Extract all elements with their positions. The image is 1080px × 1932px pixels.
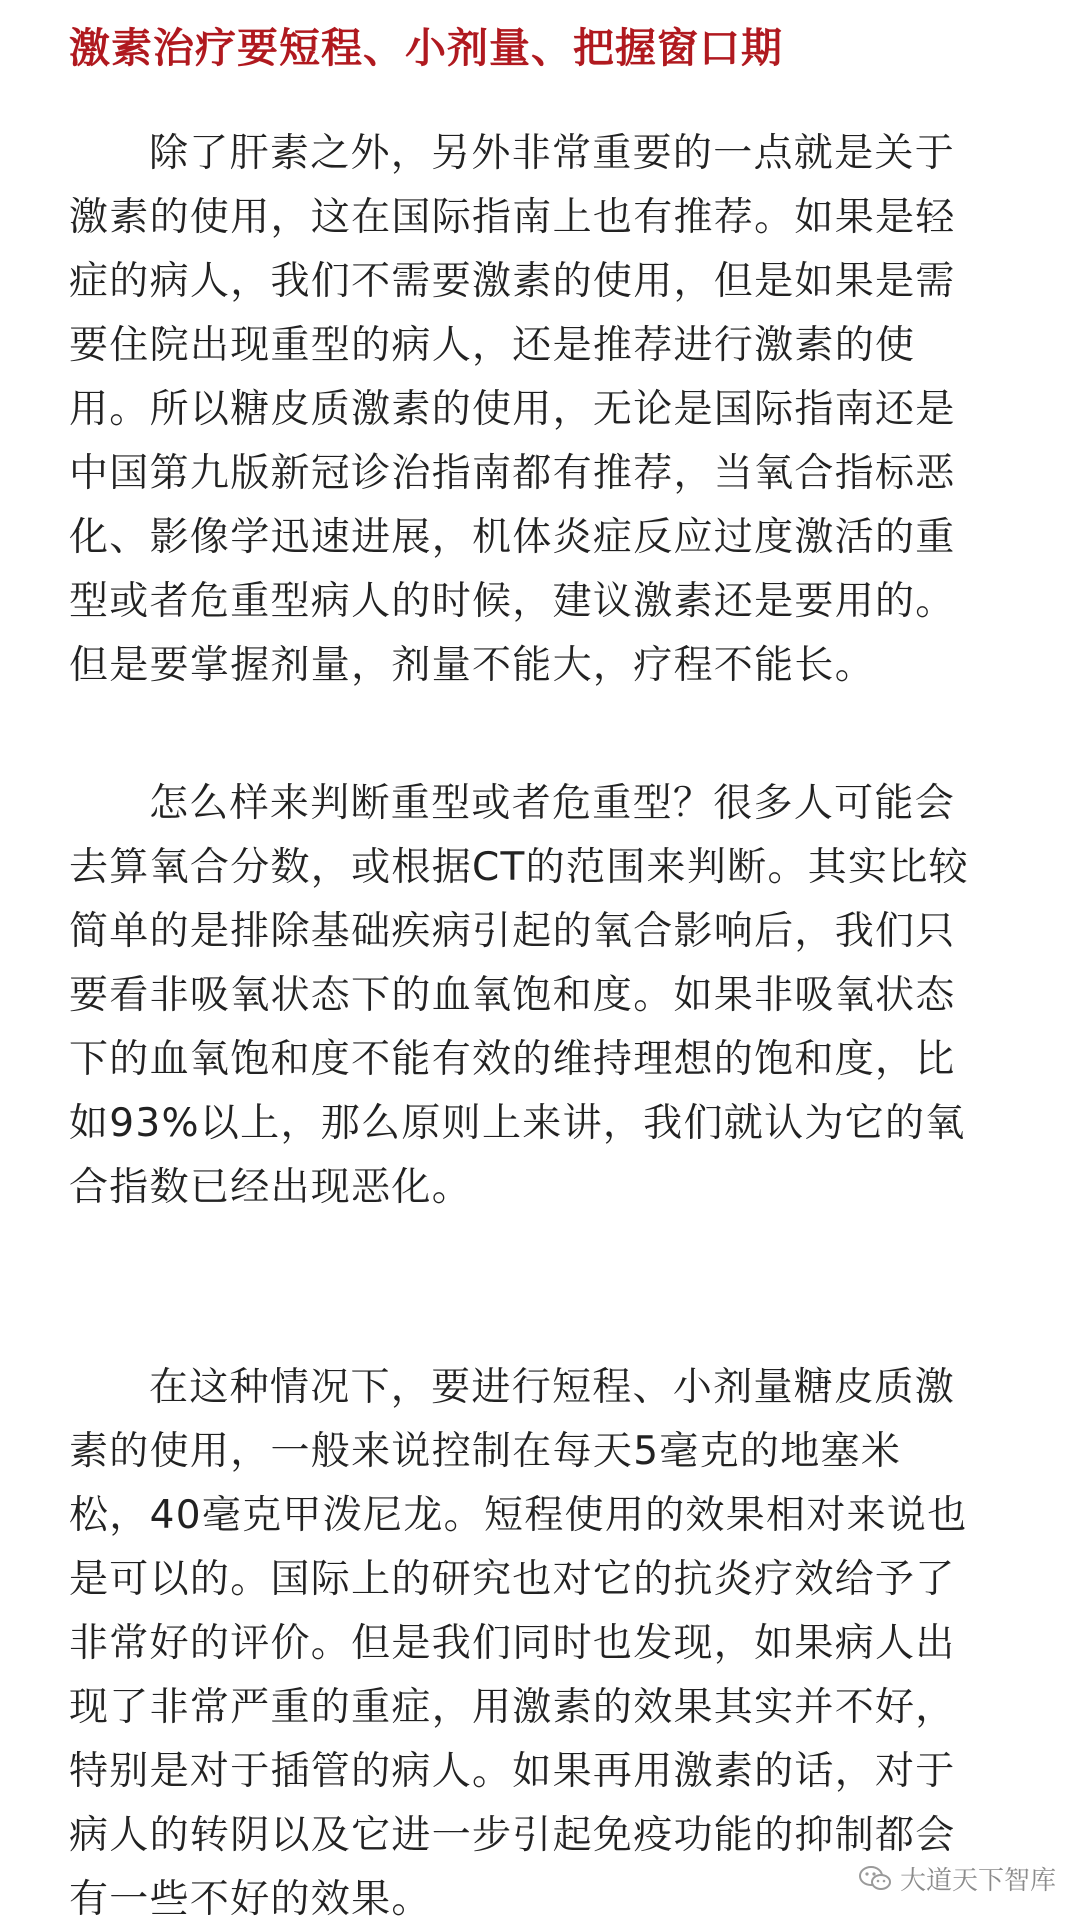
wechat-icon (858, 1864, 892, 1892)
text-line: 去算氧合分数，或根据CT的范围来判断。其实比较 (69, 845, 969, 890)
section-heading: 激素治疗要短程、小剂量、把握窗口期 (69, 24, 783, 72)
text-line: 特别是对于插管的病人。如果再用激素的话，对于 (69, 1749, 956, 1794)
text-line: 除了肝素之外，另外非常重要的一点就是关于 (149, 131, 956, 176)
text-line: 素的使用，一般来说控制在每天5毫克的地塞米 (69, 1429, 902, 1474)
text-line: 病人的转阴以及它进一步引起免疫功能的抑制都会 (69, 1813, 956, 1858)
text-line: 非常好的评价。但是我们同时也发现，如果病人出 (69, 1621, 956, 1666)
text-line: 在这种情况下，要进行短程、小剂量糖皮质激 (149, 1365, 956, 1410)
paragraph-heparin-steroids (69, 122, 1019, 698)
text-line: 症的病人，我们不需要激素的使用，但是如果是需 (69, 259, 956, 304)
text-line: 中国第九版新冠诊治指南都有推荐，当氧合指标恶 (69, 451, 956, 496)
text-line: 要看非吸氧状态下的血氧饱和度。如果非吸氧状态 (69, 973, 956, 1018)
text-line: 化、影像学迅速进展，机体炎症反应过度激活的重 (69, 515, 956, 560)
paragraph-severity-judgment (69, 772, 1019, 1220)
text-line: 合指数已经出现恶化。 (69, 1165, 473, 1210)
text-line: 下的血氧饱和度不能有效的维持理想的饱和度，比 (69, 1037, 956, 1082)
text-line: 松，40毫克甲泼尼龙。短程使用的效果相对来说也 (69, 1493, 968, 1538)
watermark-text: 大道天下智库 (899, 1865, 1056, 1896)
text-line: 有一些不好的效果。 (69, 1877, 432, 1922)
text-line: 要住院出现重型的病人，还是推荐进行激素的使 (69, 323, 916, 368)
text-line: 型或者危重型病人的时候，建议激素还是要用的。 (69, 579, 956, 624)
paragraph-dosage (69, 1356, 1019, 1932)
text-line: 是可以的。国际上的研究也对它的抗炎疗效给予了 (69, 1557, 956, 1602)
text-line: 简单的是排除基础疾病引起的氧合影响后，我们只 (69, 909, 956, 954)
account-watermark (858, 1860, 1056, 1896)
text-line: 怎么样来判断重型或者危重型？很多人可能会 (149, 781, 956, 826)
text-line: 激素的使用，这在国际指南上也有推荐。如果是轻 (69, 195, 956, 240)
text-line: 如93%以上，那么原则上来讲，我们就认为它的氧 (69, 1101, 966, 1146)
text-line: 用。所以糖皮质激素的使用，无论是国际指南还是 (69, 387, 956, 432)
text-line: 但是要掌握剂量，剂量不能大，疗程不能长。 (69, 643, 876, 688)
text-line: 现了非常严重的重症，用激素的效果其实并不好， (69, 1685, 956, 1730)
